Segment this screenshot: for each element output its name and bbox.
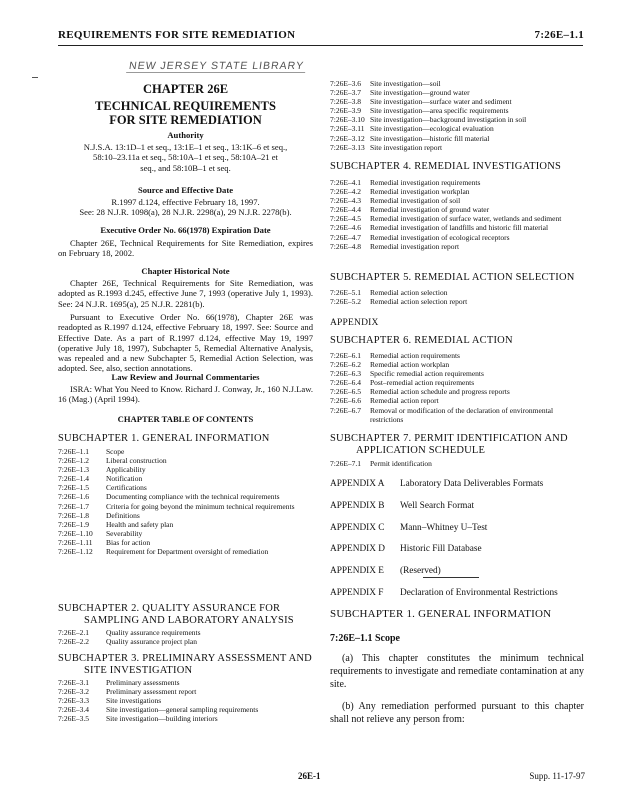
running-header-section: 7:26E–1.1 xyxy=(534,29,584,41)
toc-entry-number: 7:26E–3.1 xyxy=(58,678,90,687)
toc-entry xyxy=(58,529,316,538)
toc-subchapter-1-heading: SUBCHAPTER 1. GENERAL INFORMATION xyxy=(58,433,270,444)
appendix-entry xyxy=(330,539,585,561)
toc-entry-title: Remedial action requirements xyxy=(370,351,460,360)
appendix-entry-label: APPENDIX E xyxy=(330,566,384,577)
supplement-date: Supp. 11-17-97 xyxy=(529,771,585,781)
toc-entry xyxy=(58,628,316,637)
appendix-entry-label: APPENDIX C xyxy=(330,522,385,533)
toc-entry xyxy=(58,474,316,483)
toc-entry xyxy=(58,705,316,714)
toc-entry-title: Scope xyxy=(106,447,125,456)
toc-subchapter-7-heading-line-2: APPLICATION SCHEDULE xyxy=(356,444,486,456)
toc-entry xyxy=(58,465,316,474)
toc-subchapter-3-heading xyxy=(58,653,312,676)
toc-entry-title: Criteria for going beyond the minimum technical requirements xyxy=(106,501,295,511)
toc-entry xyxy=(58,483,316,492)
toc-entry-title: Site investigation—soil xyxy=(370,79,441,88)
toc-subchapter-1-list xyxy=(58,447,316,556)
chapter-number: CHAPTER 26E xyxy=(142,82,229,96)
scope-paragraph-a: (a) This chapter constitutes the minimum technical requirements to investigate and remediate contamination at any site. xyxy=(330,653,584,690)
section-separator xyxy=(423,577,479,578)
toc-entry-number: 7:26E–1.7 xyxy=(58,501,90,511)
toc-entry xyxy=(330,297,585,306)
toc-entry-number: 7:26E–6.1 xyxy=(330,351,362,360)
toc-entry xyxy=(58,547,316,556)
toc-subchapter-3-list xyxy=(58,678,316,723)
toc-entry xyxy=(58,456,316,465)
toc-entry-number: 7:26E–3.7 xyxy=(330,88,362,98)
toc-entry xyxy=(330,205,585,214)
toc-entry-number: 7:26E–2.2 xyxy=(58,637,90,647)
toc-subchapter-2-heading-line-1: SUBCHAPTER 2. QUALITY ASSURANCE FOR xyxy=(58,603,281,614)
exec-order-text: Chapter 26E, Technical Requirements for Site Remediation, expires on February 18, 2002. xyxy=(58,238,313,259)
toc-entry xyxy=(330,115,585,124)
toc-entry xyxy=(58,538,316,547)
toc-entry xyxy=(58,511,316,520)
toc-entry-number: 7:26E–1.6 xyxy=(58,492,90,502)
toc-entry-number: 7:26E–4.1 xyxy=(330,178,362,187)
toc-entry xyxy=(330,233,585,242)
toc-entry xyxy=(330,223,585,232)
toc-entry-title: Notification xyxy=(106,474,143,484)
appendix-entry xyxy=(330,561,585,583)
toc-entry-title: Remedial investigation of soil xyxy=(370,196,461,206)
source-heading: Source and Effective Date xyxy=(137,185,234,195)
appendix-entry-title: Well Search Format xyxy=(400,500,475,511)
toc-entry-title: Remedial investigation requirements xyxy=(370,178,481,187)
toc-entry-number: 7:26E–1.8 xyxy=(58,510,90,520)
appendix-entry-title: Declaration of Environmental Restrictions xyxy=(400,587,558,598)
toc-entry-title: Remedial investigation report xyxy=(370,241,460,251)
authority-line: N.J.S.A. 13:1D–1 et seq., 13:1E–1 et seq., 13:1K–6 et seq., xyxy=(83,142,288,152)
toc-entry-title: Quality assurance project plan xyxy=(106,637,198,647)
appendix-entry xyxy=(330,518,585,540)
toc-entry xyxy=(330,134,585,143)
toc-entry xyxy=(330,378,585,387)
authority-text xyxy=(58,142,313,173)
toc-entry-number: 7:26E–3.4 xyxy=(58,705,90,715)
toc-entry-title: Liberal construction xyxy=(106,456,167,466)
appendix-entry xyxy=(330,583,585,605)
appendix-entry xyxy=(330,496,585,518)
toc-entry-title: Remedial investigation of ground water xyxy=(370,205,490,215)
toc-entry xyxy=(58,678,316,687)
toc-entry xyxy=(58,492,316,501)
historical-note-heading: Chapter Historical Note xyxy=(141,266,230,276)
toc-entry xyxy=(58,502,316,511)
law-review-text: ISRA: What You Need to Know. Richard J. Conway, Jr., 160 N.J.Law. 16 (Mag.) (April 1994). xyxy=(58,384,313,405)
toc-entry-title: Quality assurance requirements xyxy=(106,628,201,637)
toc-entry-number: 7:26E–5.2 xyxy=(330,297,362,307)
toc-entry xyxy=(58,714,316,723)
toc-entry xyxy=(330,143,585,152)
toc-entry-number: 7:26E–1.3 xyxy=(58,465,90,475)
toc-entry-number: 7:26E–4.4 xyxy=(330,205,362,215)
toc-entry-title: Site investigation—background investigation in soil xyxy=(370,115,527,125)
toc-entry-title: Site investigation—building interiors xyxy=(106,714,218,724)
running-header-title: REQUIREMENTS FOR SITE REMEDIATION xyxy=(58,29,296,41)
toc-subchapter-4-list xyxy=(330,178,585,251)
exec-order-heading: Executive Order No. 66(1978) Expiration Date xyxy=(100,225,271,235)
toc-entry xyxy=(330,360,585,369)
toc-entry-number: 7:26E–3.12 xyxy=(330,133,365,143)
toc-entry-number: 7:26E–1.10 xyxy=(58,528,93,538)
toc-entry xyxy=(330,242,585,251)
toc-entry xyxy=(330,288,585,297)
toc-entry-number: 7:26E–1.5 xyxy=(58,483,90,493)
toc-entry-number: 7:26E–7.1 xyxy=(330,459,362,468)
toc-entry-title: Permit identification xyxy=(370,459,432,468)
source-line: R.1997 d.124, effective February 18, 1997. xyxy=(111,197,260,207)
source-text xyxy=(58,197,313,218)
appendix-entry-label: APPENDIX B xyxy=(330,500,385,511)
toc-subchapter-7-heading xyxy=(330,433,568,456)
toc-entry-title: Remedial action selection xyxy=(370,288,448,297)
appendix-entry-label: APPENDIX D xyxy=(330,544,386,555)
toc-entry xyxy=(330,124,585,133)
appendix-entry-title: Historic Fill Database xyxy=(400,544,482,555)
toc-entry-title: Site investigation—area specific requirements xyxy=(370,106,509,116)
toc-entry-title: Severability xyxy=(106,528,143,538)
toc-entry-number: 7:26E–3.9 xyxy=(330,106,362,116)
toc-entry-number: 7:26E–6.7 xyxy=(330,405,362,415)
toc-entry xyxy=(330,214,585,223)
toc-entry-title: Bias for action xyxy=(106,537,151,547)
toc-entry-title: Requirement for Department oversight of remediation xyxy=(106,547,269,557)
toc-entry-title: Documenting compliance with the technical requirements xyxy=(106,492,280,502)
toc-subchapter-4-heading: SUBCHAPTER 4. REMEDIAL INVESTIGATIONS xyxy=(330,161,562,172)
toc-entry xyxy=(330,88,585,97)
toc-entry-number: 7:26E–3.5 xyxy=(58,714,90,724)
toc-entry-title: Remedial investigation of landfills and historic fill material xyxy=(370,223,549,233)
toc-entry-number: 7:26E–6.4 xyxy=(330,378,362,388)
toc-subchapter-7-heading-line-1: SUBCHAPTER 7. PERMIT IDENTIFICATION AND xyxy=(330,433,568,444)
toc-entry-title: Remedial investigation of surface water, wetlands and sediment xyxy=(370,214,562,224)
page-number: 26E-1 xyxy=(298,771,321,781)
toc-entry-title: Site investigation—ecological evaluation xyxy=(370,124,494,134)
toc-entry-title: Preliminary assessment report xyxy=(106,687,197,697)
toc-entry-number: 7:26E–1.12 xyxy=(58,547,93,557)
toc-entry-title: Site investigations xyxy=(106,696,162,706)
toc-entry xyxy=(330,369,585,378)
toc-entry-number: 7:26E–5.1 xyxy=(330,288,362,297)
toc-entry xyxy=(330,106,585,115)
toc-entry xyxy=(58,520,316,529)
toc-entry xyxy=(58,447,316,456)
toc-entry-number: 7:26E–3.10 xyxy=(330,115,365,125)
historical-note-paragraph-2: Pursuant to Executive Order No. 66(1978), Chapter 26E was readopted as R.1997 d.124, effective February 18, 1997. See: Source and Effective Date. As a part of R.1997 d.124, effective May 19, 1997 (operative July 18, 1997), Subchapter 5, Remedial Alternative Analysis, was repealed and a new Subchapter 5, Remedial Action Selection, was adopted. See, also, section annotations. xyxy=(58,312,313,374)
header-rule xyxy=(58,45,583,46)
toc-entry-title: Site investigation—surface water and sediment xyxy=(370,97,512,107)
toc-entry xyxy=(58,637,316,646)
toc-entry-title: Specific remedial action requirements xyxy=(370,369,484,379)
appendix-entry-title: Mann–Whitney U–Test xyxy=(400,522,488,533)
toc-entry-title: Site investigation report xyxy=(370,142,443,152)
authority-heading: Authority xyxy=(167,130,204,140)
toc-entry-title: Definitions xyxy=(106,510,140,520)
toc-entry-number: 7:26E–4.2 xyxy=(330,187,362,197)
toc-entry-title: Post–remedial action requirements xyxy=(370,378,475,388)
appendix-entry-label: APPENDIX F xyxy=(330,587,384,598)
toc-entry-number: 7:26E–6.6 xyxy=(330,396,362,406)
table-of-contents-heading: CHAPTER TABLE OF CONTENTS xyxy=(117,414,254,424)
toc-entry-number: 7:26E–3.13 xyxy=(330,142,365,152)
appendix-entry xyxy=(330,474,585,496)
toc-entry-number: 7:26E–3.3 xyxy=(58,696,90,706)
toc-entry-title: Certifications xyxy=(106,483,147,493)
appendix-entry-label: APPENDIX A xyxy=(330,479,385,489)
toc-subchapter-3-heading-line-1: SUBCHAPTER 3. PRELIMINARY ASSESSMENT AND xyxy=(58,653,312,664)
toc-entry-title: Remedial investigation of ecological receptors xyxy=(370,232,510,242)
toc-entry-number: 7:26E–3.6 xyxy=(330,79,362,88)
authority-line: 58:10–23.11a et seq., 58:10A–1 et seq., 58:10A–21 et xyxy=(93,152,278,163)
toc-entry-number: 7:26E–4.5 xyxy=(330,214,362,224)
margin-mark xyxy=(32,77,38,78)
toc-entry-number: 7:26E–4.8 xyxy=(330,241,362,251)
appendix-entry-title: (Reserved) xyxy=(400,566,441,577)
law-review-heading: Law Review and Journal Commentaries xyxy=(111,372,260,382)
toc-entry-number: 7:26E–6.2 xyxy=(330,360,362,370)
toc-entry-title: Site investigation—historic fill material xyxy=(370,133,490,143)
toc-entry-number: 7:26E–1.9 xyxy=(58,519,90,529)
section-scope-heading: 7:26E–1.1 Scope xyxy=(330,633,400,644)
chapter-title-line-2: FOR SITE REMEDIATION xyxy=(109,113,262,127)
toc-entry-title: Remedial action report xyxy=(370,396,439,406)
appendix-entry-title: Laboratory Data Deliverables Formats xyxy=(400,479,544,489)
toc-entry-number: 7:26E–1.11 xyxy=(58,537,93,547)
toc-subchapter-6-list xyxy=(330,351,585,424)
toc-subchapter-2-list xyxy=(58,628,316,646)
toc-entry xyxy=(330,187,585,196)
body-subchapter-1-heading: SUBCHAPTER 1. GENERAL INFORMATION xyxy=(330,608,552,620)
toc-entry-title: Removal or modification of the declaration of environmental restrictions xyxy=(370,405,554,424)
toc-entry-title: Remedial action schedule and progress reports xyxy=(370,387,510,397)
toc-entry xyxy=(58,696,316,705)
toc-entry-number: 7:26E–4.3 xyxy=(330,196,362,206)
toc-entry-title: Site investigation—ground water xyxy=(370,88,470,98)
toc-entry xyxy=(330,387,585,396)
authority-line: seq., and 58:10B–1 et seq. xyxy=(140,162,231,173)
toc-entry-number: 7:26E–4.6 xyxy=(330,223,362,233)
toc-entry xyxy=(330,459,585,468)
historical-note-paragraph-1: Chapter 26E, Technical Requirements for Site Remediation, was adopted as R.1993 d.245, effective June 7, 1993 (operative July 1, 1993). See: 24 N.J.R. 1695(a), 25 N.J.R. 2281(b). xyxy=(58,278,313,309)
toc-entry xyxy=(330,178,585,187)
toc-entry-title: Preliminary assessments xyxy=(106,678,180,687)
toc-entry-number: 7:26E–1.1 xyxy=(58,447,90,456)
toc-entry-number: 7:26E–1.2 xyxy=(58,456,90,466)
toc-subchapter-6-heading: SUBCHAPTER 6. REMEDIAL ACTION xyxy=(330,335,513,346)
toc-entry-number: 7:26E–4.7 xyxy=(330,232,362,242)
toc-entry-title: Site investigation—general sampling requirements xyxy=(106,705,259,715)
toc-entry-number: 7:26E–1.4 xyxy=(58,474,90,484)
toc-subchapter-2-heading-line-2: SAMPLING AND LABORATORY ANALYSIS xyxy=(84,614,294,626)
toc-subchapter-5-list xyxy=(330,288,585,306)
toc-entry-title: Remedial investigation workplan xyxy=(370,187,470,197)
toc-subchapter-3-continued-list xyxy=(330,79,585,152)
toc-entry xyxy=(58,687,316,696)
toc-subchapter-5-heading: SUBCHAPTER 5. REMEDIAL ACTION SELECTION xyxy=(330,272,575,283)
toc-entry xyxy=(330,79,585,88)
source-line: See: 28 N.J.R. 1098(a), 28 N.J.R. 2298(a), 29 N.J.R. 2278(b). xyxy=(79,207,292,218)
toc-entry-number: 7:26E–3.8 xyxy=(330,97,362,107)
toc-entry-title: Applicability xyxy=(106,465,146,475)
toc-entry-title: Health and safety plan xyxy=(106,519,174,529)
toc-entry-number: 7:26E–3.2 xyxy=(58,687,90,697)
appendix-label: APPENDIX xyxy=(330,318,379,328)
toc-entry xyxy=(330,97,585,106)
toc-entry xyxy=(330,351,585,360)
toc-entry-number: 7:26E–2.1 xyxy=(58,628,90,637)
library-stamp: NEW JERSEY STATE LIBRARY xyxy=(126,60,307,73)
toc-entry xyxy=(330,396,585,405)
toc-entry-number: 7:26E–3.11 xyxy=(330,124,365,134)
toc-entry-number: 7:26E–6.3 xyxy=(330,369,362,379)
toc-subchapter-2-heading xyxy=(58,603,294,626)
toc-entry-title: Remedial action selection report xyxy=(370,297,468,307)
toc-entry xyxy=(330,406,585,424)
appendix-list xyxy=(330,474,585,605)
toc-entry-title: Remedial action workplan xyxy=(370,360,450,370)
toc-entry-number: 7:26E–6.5 xyxy=(330,387,362,397)
chapter-title-line-1: TECHNICAL REQUIREMENTS xyxy=(95,99,276,113)
toc-entry xyxy=(330,196,585,205)
toc-subchapter-3-heading-line-2: SITE INVESTIGATION xyxy=(84,664,193,676)
chapter-title xyxy=(58,99,313,127)
toc-subchapter-7-list xyxy=(330,459,585,468)
scope-paragraph-b: (b) Any remediation performed pursuant to this chapter shall not relieve any person from: xyxy=(330,701,584,725)
